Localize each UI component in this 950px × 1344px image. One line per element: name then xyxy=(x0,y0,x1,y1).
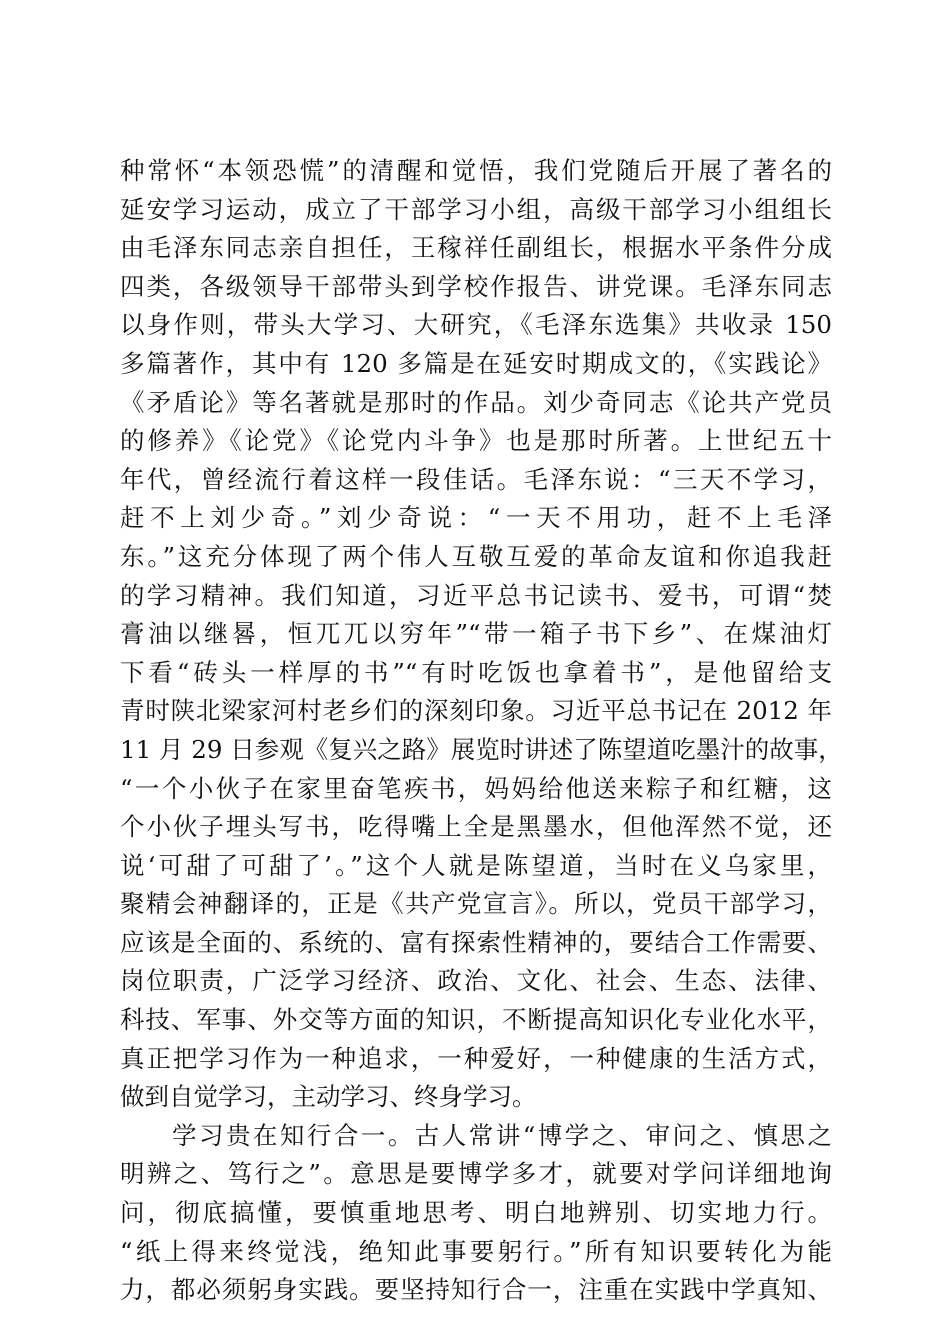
text-line: 由毛泽东同志亲自担任，王稼祥任副组长，根据水平条件分成 xyxy=(120,233,832,263)
paragraph xyxy=(120,152,843,1117)
text-line: 延安学习运动，成立了干部学习小组，高级干部学习小组组长 xyxy=(120,194,832,224)
text-line: 真正把学习作为一种追求，一种爱好，一种健康的生活方式， xyxy=(120,1043,832,1073)
body-text xyxy=(120,152,843,1310)
text-line: 以身作则，带头大学习、大研究，《毛泽东选集》共收录 150 xyxy=(120,310,832,340)
text-line: 四类，各级领导干部带头到学校作报告、讲党课。毛泽东同志 xyxy=(120,271,832,301)
paragraph xyxy=(120,1117,832,1310)
text-line: 多篇著作，其中有 120 多篇是在延安时期成文的，《实践论》 xyxy=(120,348,832,378)
text-line: 的修养》《论党》《论党内斗争》也是那时所著。上世纪五十 xyxy=(120,426,832,456)
text-line: 青时陕北梁家河村老乡们的深刻印象。习近平总书记在 2012 年 xyxy=(120,696,832,726)
text-line: 问，彻底搞懂，要慎重地思考、明白地辨别、切实地力行。 xyxy=(120,1198,832,1228)
text-line: 年代，曾经流行着这样一段佳话。毛泽东说：“三天不学习， xyxy=(120,464,832,494)
text-line: 11 月 29 日参观《复兴之路》展览时讲述了陈望道吃墨汁的故事， xyxy=(120,734,843,764)
text-line: 力，都必须躬身实践。要坚持知行合一，注重在实践中学真知、 xyxy=(120,1275,832,1305)
text-line: 《矛盾论》等名著就是那时的作品。刘少奇同志《论共产党员 xyxy=(120,387,832,417)
text-line: “一个小伙子在家里奋笔疾书，妈妈给他送来粽子和红糖，这 xyxy=(120,773,832,803)
text-line: 做到自觉学习，主动学习、终身学习。 xyxy=(120,1082,537,1112)
text-line: 下看“砖头一样厚的书”“有时吃饭也拿着书”，是他留给支 xyxy=(120,657,832,687)
text-line: 个小伙子埋头写书，吃得嘴上全是黑墨水，但他浑然不觉，还 xyxy=(120,812,832,842)
text-line: 聚精会神翻译的，正是《共产党宣言》。所以，党员干部学习， xyxy=(120,889,832,919)
text-line: 的学习精神。我们知道，习近平总书记读书、爱书，可谓“焚 xyxy=(120,580,832,610)
text-line: 赶不上刘少奇。”刘少奇说：“一天不用功，赶不上毛泽 xyxy=(120,503,832,533)
text-line: 学习贵在知行合一。古人常讲“博学之、审问之、慎思之 xyxy=(172,1120,832,1150)
text-line: 种常怀“本领恐慌”的清醒和觉悟，我们党随后开展了著名的 xyxy=(120,156,832,185)
text-line: 应该是全面的、系统的、富有探索性精神的，要结合工作需要、 xyxy=(120,927,832,957)
text-line: 科技、军事、外交等方面的知识，不断提高知识化专业化水平， xyxy=(120,1005,832,1035)
text-line: “纸上得来终觉浅，绝知此事要躬行。”所有知识要转化为能 xyxy=(120,1236,832,1266)
text-line: 明辨之、笃行之”。意思是要博学多才，就要对学问详细地询 xyxy=(120,1159,832,1189)
text-line: 东。”这充分体现了两个伟人互敬互爱的革命友谊和你追我赶 xyxy=(120,541,832,571)
text-line: 岗位职责，广泛学习经济、政治、文化、社会、生态、法律、 xyxy=(120,966,832,996)
text-line: 膏油以继晷，恒兀兀以穷年”“带一箱子书下乡”、在煤油灯 xyxy=(120,619,832,649)
text-line: 说‘可甜了可甜了’。”这个人就是陈望道，当时在义乌家里， xyxy=(120,850,832,880)
